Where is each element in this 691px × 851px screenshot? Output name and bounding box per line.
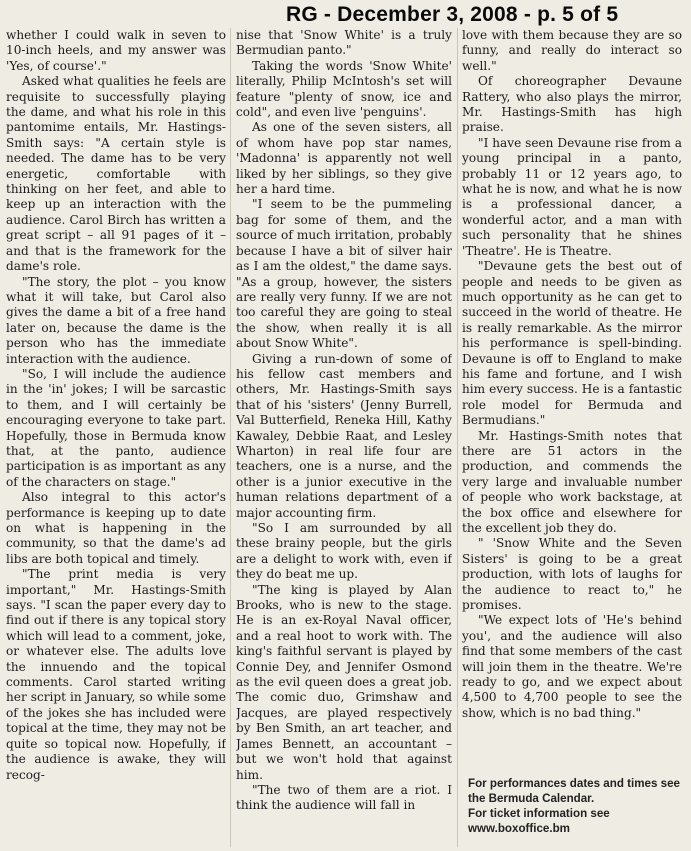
paragraph: " 'Snow White and the Seven Sisters' is going to be a great production, with lots of laughs for the audience to react to," he promises. <box>462 536 682 613</box>
ticket-note: For ticket information see www.boxoffice.bm <box>468 807 610 835</box>
column-divider <box>457 28 458 847</box>
paragraph: Giving a run-down of some of his fellow cast members and others, Mr. Hastings-Smith says that of his 'sisters' (Jenny Burrell, Val Butterfield, Reneka Hill, Kathy Kawaley, Debbie Raat, and Lesley Wharton) in real life four are teachers, one is a nurse, and the other is a junior executive in the human relations department of a major accounting firm. <box>236 351 452 520</box>
paragraph: "The story, the plot – you know what it will take, but Carol also gives the dame a bit of a free hand later on, because the dame is the person who has the immediate interaction with the audience. <box>6 274 226 366</box>
paragraph: "I seem to be the pummeling bag for some of them, and the source of much irritation, probably because I have a bit of silver hair as I am the oldest," the dame says. "As a group, however, the sisters are really very funny. If we are not too careful they are going to steal the show, when really it is all about Snow White". <box>236 197 452 351</box>
paragraph: Also integral to this actor's performance is keeping up to date on what is happening in the community, so that the dame's ad libs are both topical and timely. <box>6 490 226 566</box>
column-divider <box>230 28 231 847</box>
paragraph: Asked what qualities he feels are requisite to successfully playing the dame, and what his role in this pantomime entails, Mr. Hastings-Smith says: "A certain style is needed. The dame has to be very energetic, comfortable with thinking on her feet, and able to keep up an interaction with the audience. Carol Birch has written a great script – all 91 pages of it – and that is the framework for the dame's role. <box>6 74 226 274</box>
paragraph: "The print media is very important," Mr. Hastings-Smith says. "I scan the paper every day to find out if there is any topical story which will lead to a comment, joke, or whatever else. The adults love the innuendo and the topical comments. Carol started writing her script in January, so while some of the jokes she has included were topical at the time, they may not be quite so topical now. Hopefully, if the audience is awake, they will recog- <box>6 567 226 782</box>
paragraph: "The king is played by Alan Brooks, who is new to the stage. He is an ex-Royal Naval officer, and a real hoot to work with. The king's faithful servant is played by Connie Dey, and Jennifer Osmond as the evil queen does a great job. The comic duo, Grimshaw and Jacques, are played respectively by Ben Smith, an art teacher, and James Bennett, an accountant – but we won't hold that against him. <box>236 582 452 782</box>
paragraph: "Devaune gets the best out of people and needs to be given as much opportunity as he can get to succeed in the world of theatre. He is really remarkable. As the mirror his performance is spell-binding. Devaune is off to England to make his fame and fortune, and I wish him every success. He is a fantastic role model for Bermuda and Bermudians." <box>462 259 682 428</box>
article-column-2 <box>236 28 452 847</box>
article-column-1 <box>6 28 226 847</box>
paragraph: As one of the seven sisters, all of whom have pop star names, 'Madonna' is apparently not well liked by her siblings, so they give her a hard time. <box>236 120 452 197</box>
paragraph: "So I am surrounded by all these brainy people, but the girls are a delight to work with, even if they do beat me up. <box>236 521 452 582</box>
paragraph: Taking the words 'Snow White' literally, Philip McIntosh's set will feature "plenty of snow, ice and cold", and even live 'penguins'. <box>236 58 452 120</box>
paragraph: whether I could walk in seven to 10-inch heels, and my answer was 'Yes, of course'." <box>6 28 226 73</box>
calendar-note: For performances dates and times see the Bermuda Calendar. <box>468 777 680 805</box>
paragraph: Of choreographer Devaune Rattery, who also plays the mirror, Mr. Hastings-Smith has high praise. <box>462 74 682 135</box>
article-column-3 <box>462 28 682 769</box>
page-header: RG - December 3, 2008 - p. 5 of 5 <box>286 3 619 26</box>
paragraph: "The two of them are a riot. I think the audience will fall in <box>236 782 452 813</box>
paragraph: love with them because they are so funny, and really do interact so well." <box>462 28 682 73</box>
performance-info-box <box>468 776 680 836</box>
paragraph: "I have seen Devaune rise from a young principal in a panto, probably 11 or 12 years ago, to what he is now, and what he is now is a professional dancer, a wonderful actor, and a man with such personality that he shines 'Theatre'. He is Theatre. <box>462 135 682 258</box>
paragraph: Mr. Hastings-Smith notes that there are 51 actors in the production, and commends the very large and invaluable number of people who work backstage, at the box office and elsewhere for the excellent job they do. <box>462 428 682 535</box>
paragraph: nise that 'Snow White' is a truly Bermudian panto." <box>236 28 452 58</box>
paragraph: "We expect lots of 'He's behind you', and the audience will also find that some members of the cast will join them in the theatre. We're ready to go, and we expect about 4,500 to 4,700 people to see the show, which is no bad thing." <box>462 613 682 720</box>
paragraph: "So, I will include the audience in the 'in' jokes; I will be sarcastic to them, and I will certainly be encouraging everyone to take part. Hopefully, those in Bermuda know that, at the panto, audience participation is as important as any of the characters on stage." <box>6 366 226 489</box>
